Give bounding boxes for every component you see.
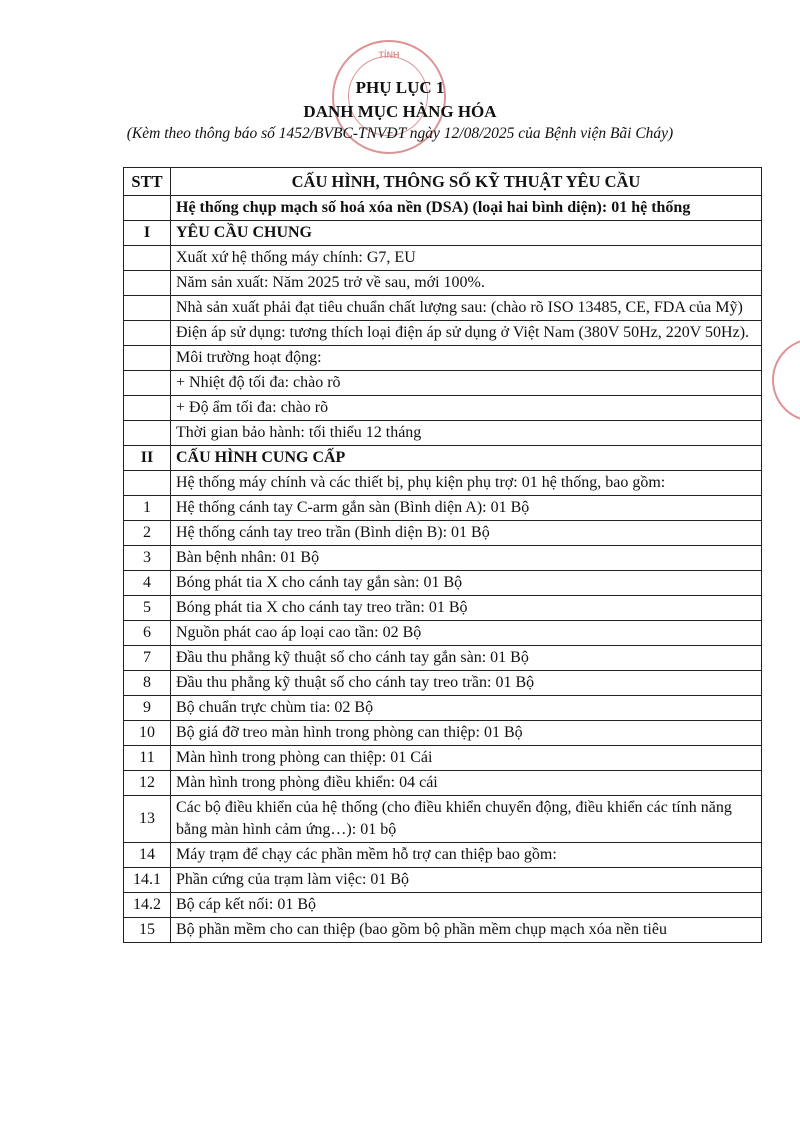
row-description: Nguồn phát cao áp loại cao tần: 02 Bộ <box>171 621 762 646</box>
row-stt: 5 <box>124 596 171 621</box>
table-row <box>124 421 762 446</box>
row-description: Xuất xứ hệ thống máy chính: G7, EU <box>171 246 762 271</box>
row-description: CẤU HÌNH CUNG CẤP <box>171 446 762 471</box>
table-row <box>124 571 762 596</box>
row-description: Đầu thu phẳng kỹ thuật số cho cánh tay treo trần: 01 Bộ <box>171 671 762 696</box>
row-stt: 3 <box>124 546 171 571</box>
row-stt: 14.2 <box>124 893 171 918</box>
table-body <box>124 196 762 943</box>
row-stt: 14 <box>124 843 171 868</box>
row-description: Hệ thống chụp mạch số hoá xóa nền (DSA) (loại hai bình diện): 01 hệ thống <box>171 196 762 221</box>
row-description: Đầu thu phẳng kỹ thuật số cho cánh tay gắn sàn: 01 Bộ <box>171 646 762 671</box>
row-stt: 8 <box>124 671 171 696</box>
table-row <box>124 346 762 371</box>
row-stt: 1 <box>124 496 171 521</box>
table-row <box>124 796 762 843</box>
table-row <box>124 868 762 893</box>
table-row <box>124 646 762 671</box>
row-stt: II <box>124 446 171 471</box>
row-stt: 12 <box>124 771 171 796</box>
row-description: Máy trạm để chạy các phần mềm hỗ trợ can thiệp bao gồm: <box>171 843 762 868</box>
row-stt: 10 <box>124 721 171 746</box>
row-stt: 14.1 <box>124 868 171 893</box>
table-row <box>124 843 762 868</box>
row-stt: 2 <box>124 521 171 546</box>
row-description: Thời gian bảo hành: tối thiểu 12 tháng <box>171 421 762 446</box>
row-stt: 11 <box>124 746 171 771</box>
table-row <box>124 296 762 321</box>
row-description: Bóng phát tia X cho cánh tay gắn sàn: 01 Bộ <box>171 571 762 596</box>
row-stt <box>124 396 171 421</box>
table-row <box>124 771 762 796</box>
row-stt: 13 <box>124 796 171 843</box>
row-description: Hệ thống cánh tay treo trần (Bình diện B): 01 Bộ <box>171 521 762 546</box>
row-stt <box>124 346 171 371</box>
row-description: + Độ ẩm tối đa: chào rõ <box>171 396 762 421</box>
table-row <box>124 746 762 771</box>
row-stt <box>124 271 171 296</box>
row-stt: 15 <box>124 918 171 943</box>
reference-note: (Kèm theo thông báo số 1452/BVBC-TNVĐT ngày 12/08/2025 của Bệnh viện Bãi Cháy) <box>126 125 674 142</box>
row-stt <box>124 246 171 271</box>
row-description: Bàn bệnh nhân: 01 Bộ <box>171 546 762 571</box>
row-stt <box>124 371 171 396</box>
row-description: Bộ chuẩn trực chùm tia: 02 Bộ <box>171 696 762 721</box>
document-header <box>0 76 800 144</box>
row-stt <box>124 471 171 496</box>
table-row <box>124 893 762 918</box>
desc-header: CẤU HÌNH, THÔNG SỐ KỸ THUẬT YÊU CẦU <box>171 168 762 196</box>
table-row <box>124 496 762 521</box>
table-header-row <box>124 168 762 196</box>
table-row <box>124 221 762 246</box>
row-description: Bộ cáp kết nối: 01 Bộ <box>171 893 762 918</box>
stt-header: STT <box>124 168 171 196</box>
row-stt <box>124 421 171 446</box>
table-row <box>124 596 762 621</box>
row-description: Điện áp sử dụng: tương thích loại điện áp sử dụng ở Việt Nam (380V 50Hz, 220V 50Hz). <box>171 321 762 346</box>
row-stt: I <box>124 221 171 246</box>
table-row <box>124 396 762 421</box>
table-row <box>124 671 762 696</box>
row-description: Môi trường hoạt động: <box>171 346 762 371</box>
row-stt: 7 <box>124 646 171 671</box>
table-row <box>124 721 762 746</box>
table-row <box>124 446 762 471</box>
row-description: Hệ thống máy chính và các thiết bị, phụ kiện phụ trợ: 01 hệ thống, bao gồm: <box>171 471 762 496</box>
row-stt <box>124 296 171 321</box>
row-description: YÊU CẦU CHUNG <box>171 221 762 246</box>
table-row <box>124 621 762 646</box>
table-row <box>124 918 762 943</box>
appendix-title: PHỤ LỤC 1 <box>355 78 445 97</box>
stamp-label: TỈNH <box>378 50 400 60</box>
row-description: Năm sản xuất: Năm 2025 trở về sau, mới 100%. <box>171 271 762 296</box>
side-stamp <box>772 338 800 422</box>
table-row <box>124 471 762 496</box>
row-description: + Nhiệt độ tối đa: chào rõ <box>171 371 762 396</box>
row-description: Màn hình trong phòng can thiệp: 01 Cái <box>171 746 762 771</box>
table-row <box>124 196 762 221</box>
table-row <box>124 696 762 721</box>
table-row <box>124 546 762 571</box>
row-stt: 4 <box>124 571 171 596</box>
row-description: Bộ giá đỡ treo màn hình trong phòng can thiệp: 01 Bộ <box>171 721 762 746</box>
row-description: Phần cứng của trạm làm việc: 01 Bộ <box>171 868 762 893</box>
table-row <box>124 321 762 346</box>
table-row <box>124 271 762 296</box>
row-description: Bóng phát tia X cho cánh tay treo trần: 01 Bộ <box>171 596 762 621</box>
row-stt: 6 <box>124 621 171 646</box>
table-row <box>124 246 762 271</box>
spec-table <box>123 167 762 943</box>
row-description: Màn hình trong phòng điều khiển: 04 cái <box>171 771 762 796</box>
row-description: Bộ phần mềm cho can thiệp (bao gồm bộ phần mềm chụp mạch xóa nền tiêu <box>171 918 762 943</box>
row-description: Hệ thống cánh tay C-arm gắn sàn (Bình diện A): 01 Bộ <box>171 496 762 521</box>
list-title: DANH MỤC HÀNG HÓA <box>303 102 497 121</box>
table-row <box>124 521 762 546</box>
row-stt: 9 <box>124 696 171 721</box>
table-row <box>124 371 762 396</box>
row-description: Nhà sản xuất phải đạt tiêu chuẩn chất lượng sau: (chào rõ ISO 13485, CE, FDA của Mỹ) <box>171 296 762 321</box>
row-description: Các bộ điều khiển của hệ thống (cho điều khiển chuyển động, điều khiển các tính năng bằng màn hình cảm ứng…): 01 bộ <box>171 796 762 843</box>
row-stt <box>124 321 171 346</box>
row-stt <box>124 196 171 221</box>
